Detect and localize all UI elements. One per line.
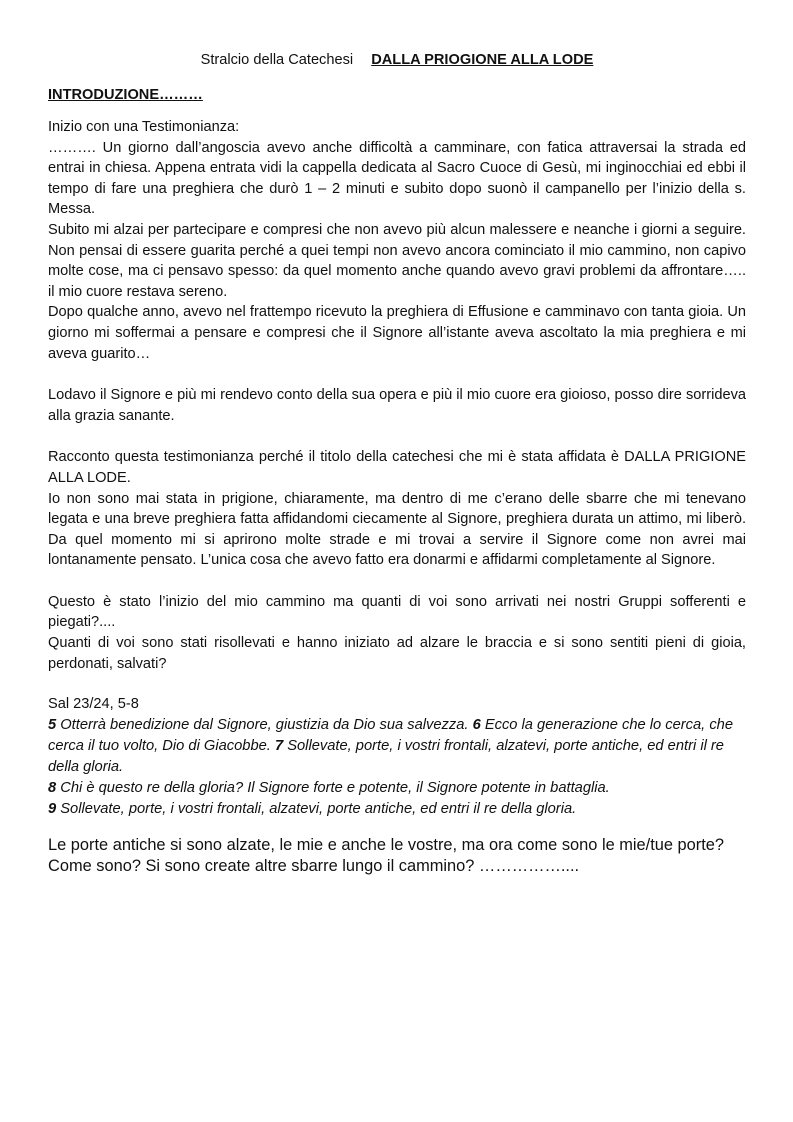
verse-number: 6	[472, 716, 481, 733]
paragraph-spacer	[48, 674, 746, 694]
paragraph-spacer	[48, 571, 746, 592]
psalm-reference: Sal 23/24, 5-8	[48, 696, 139, 713]
verse-text: Sollevate, porte, i vostri frontali, alzatevi, porte antiche, ed entri il re della gloria.	[56, 800, 577, 817]
document-header	[48, 50, 746, 70]
verse-number: 8	[48, 779, 57, 796]
intro-label: Inizio con una Testimonianza:	[48, 119, 240, 135]
paragraph-2: Subito mi alzai per partecipare e compresi che non avevo più alcun malessere e neanche i giorni a seguire. Non pensai di essere guarita perché a quei tempi non avevo ancora cominciato il mio cammino, non capivo molte cose, ma ci pensavo spesso: da quel momento anche quando avevo gravi problemi da affrontare….. il mio cuore restava sereno.	[48, 221, 746, 300]
header-prefix: Stralcio della Catechesi	[200, 52, 354, 68]
psalm-text	[48, 715, 746, 820]
verse-text: Ecco la generazione che lo cerca, che cerca il tuo volto, Dio di Giacobbe.	[48, 716, 734, 754]
closing-paragraph: Le porte antiche si sono alzate, le mie e anche le vostre, ma ora come sono le mie/tue porte? Come sono? Si sono create altre sbarre lungo il cammino? ……………....	[48, 835, 725, 876]
paragraph-7: Questo è stato l’inizio del mio cammino ma quanti di voi sono arrivati nei nostri Gruppi sofferenti e piegati?....	[48, 593, 746, 631]
document-title: DALLA PRIOGIONE ALLA LODE	[371, 52, 594, 68]
verse-text: Chi è questo re della gloria? Il Signore forte e potente, il Signore potente in battaglia.	[56, 779, 610, 796]
paragraph-spacer	[48, 364, 746, 385]
paragraph-3: Dopo qualche anno, avevo nel frattempo ricevuto la preghiera di Effusione e camminavo con tanta gioia. Un giorno mi soffermai a pensare e compresi che il Signore all’istante aveva ascoltato la mia preghiera e mi aveva guarito…	[48, 304, 746, 362]
paragraph-8: Quanti di voi sono stati risollevati e hanno iniziato ad alzare le braccia e si sono sentiti pieni di gioia, perdonati, salvati?	[48, 635, 746, 672]
paragraph-6: Io non sono mai stata in prigione, chiaramente, ma dentro di me c’erano delle sbarre che mi tenevano legata e una breve preghiera fatta affidandomi ciecamente al Signore, preghiera durata un attimo, mi liberò. Da quel momento mi si aprirono molte strade e mi trovai a servire il Signore come non avrei mai lontanamente pensato. L’unica cosa che avevo fatto era donarmi e affidarmi completamente al Signore.	[48, 490, 746, 569]
verse-number: 9	[48, 800, 57, 817]
verse-text: Otterrà benedizione dal Signore, giustizia da Dio sua salvezza.	[56, 716, 473, 733]
verse-number: 5	[48, 716, 57, 733]
paragraph-5: Racconto questa testimonianza perché il titolo della catechesi che mi è stata affidata è DALLA PRIGIONE ALLA LODE.	[48, 449, 746, 486]
paragraph-spacer	[48, 426, 746, 447]
paragraph-1: ………. Un giorno dall’angoscia avevo anche difficoltà a camminare, con fatica attraversai la strada ed entrai in chiesa. Appena entrata vidi la cappella dedicata al Sacro Cuoce di Gesù, mi inginocchiai ed ebbi il tempo di fare una preghiera che durò 1 – 2 minuti e subito dopo suonò il campanello per l’inizio della s. Messa.	[48, 139, 746, 218]
paragraph-4: Lodavo il Signore e più mi rendevo conto della sua opera e più il mio cuore era gioioso, posso dire sorrideva alla grazia sanante.	[48, 387, 746, 424]
verse-text: Sollevate, porte, i vostri frontali, alzatevi, porte antiche, ed entri il re della gloria.	[48, 737, 724, 775]
section-title: INTRODUZIONE………	[48, 87, 203, 103]
verse-number: 7	[274, 737, 284, 754]
document-page	[48, 50, 746, 878]
